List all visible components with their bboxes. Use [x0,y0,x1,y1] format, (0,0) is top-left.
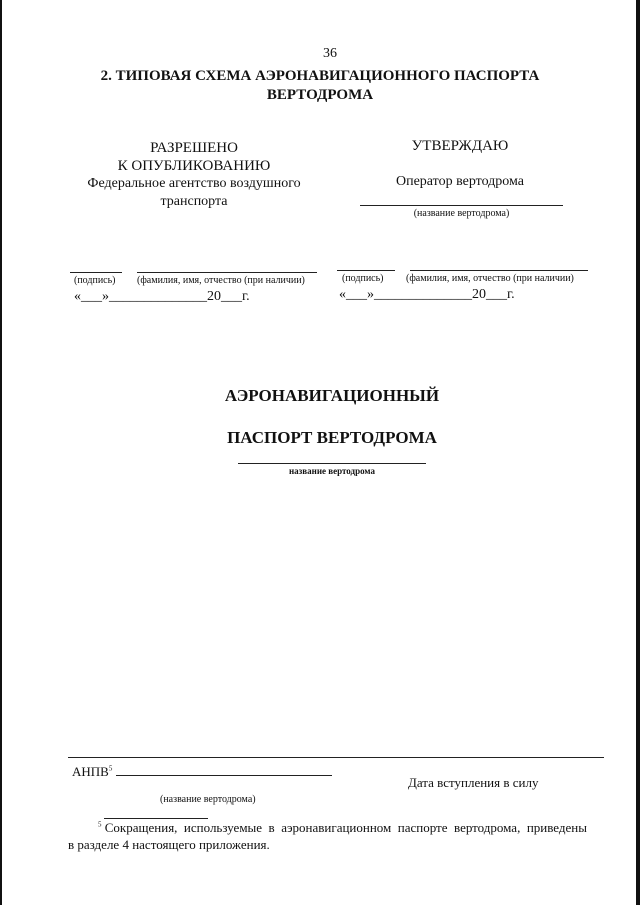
section-title-line2: ВЕРТОДРОМА [266,87,374,103]
right-block-caption: (название вертодрома) [413,208,510,219]
document-title-caption: название вертодрома [288,466,376,476]
document-title-name-line [238,463,426,464]
page-number: 36 [323,46,337,61]
footnote-line1 [98,820,587,836]
document-title-line1: АЭРОНАВИГАЦИОННЫЙ [224,386,440,405]
left-block-agency: Федеральное агентство воздушного [87,176,301,191]
right-name-line [410,270,588,271]
anpv-footnote-mark: 5 [108,764,113,773]
anpv-label [72,764,112,780]
left-name-caption: (фамилия, имя, отчество (при наличии) [137,275,305,286]
right-block-name-line [360,205,563,206]
left-signature-line [70,272,122,273]
left-signature-caption: (подпись) [74,275,116,286]
left-block-agency-cont: транспорта [160,194,228,209]
anpv-name-line [116,775,332,776]
right-signature-caption: (подпись) [342,273,384,284]
scan-edge-left [0,0,2,905]
footnote-text-line2: в разделе 4 настоящего приложения. [68,837,270,852]
right-name-caption: (фамилия, имя, отчество (при наличии) [406,273,574,284]
right-signature-line [337,270,395,271]
footnote-text-line1: Сокращения, используемые в аэронавигационном паспорте вертодрома, приведены [104,820,587,835]
right-block-operator: Оператор вертодрома [395,174,525,189]
footer-separator [68,757,604,758]
left-block-publish: К ОПУБЛИКОВАНИЮ [117,158,271,174]
footnote-separator [104,818,208,819]
right-block-approve: УТВЕРЖДАЮ [411,138,509,154]
left-name-line [137,272,317,273]
left-block-permission: РАЗРЕШЕНО [150,140,238,156]
document-title-line2: ПАСПОРТ ВЕРТОДРОМА [227,428,437,447]
footnote-mark: 5 [98,820,102,829]
left-date: «___»______________20___г. [74,289,250,304]
anpv-text: АНПВ [72,764,109,779]
scan-edge-right [636,0,640,905]
anpv-caption: (название вертодрома) [160,794,256,805]
right-date: «___»______________20___г. [339,287,515,302]
section-title-line1: 2. ТИПОВАЯ СХЕМА АЭРОНАВИГАЦИОННОГО ПАСПОРТА [100,68,540,84]
effective-date-label: Дата вступления в силу [408,775,539,790]
